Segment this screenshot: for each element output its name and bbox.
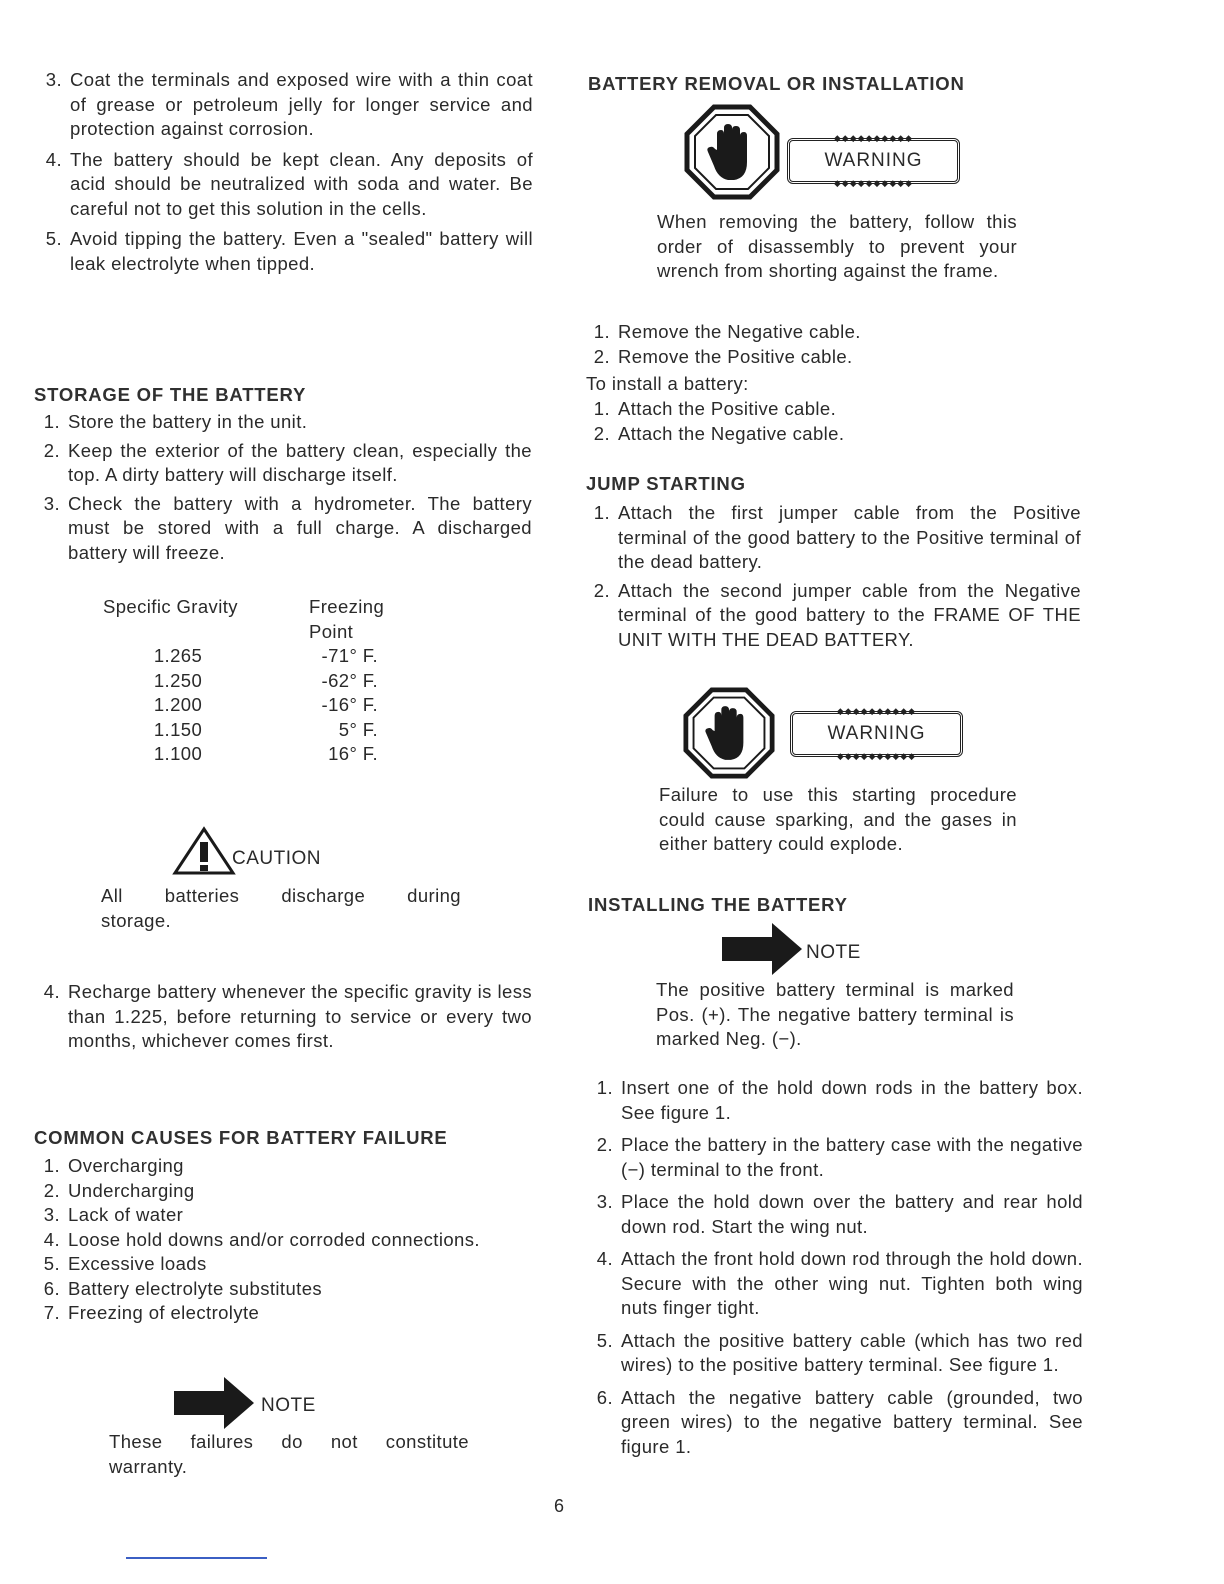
list-item: 3. Place the hold down over the battery and rear hold down rod. Start the wing nut. [596,1191,1083,1237]
list-item: 5. Attach the positive battery cable (which has two red wires) to the positive battery terminal. See figure 1. [596,1329,1083,1375]
table-cell: -16° F. [321,694,378,715]
gravity-table [103,595,433,767]
stop-hand-icon [684,104,780,200]
page-number: 6 [554,1496,565,1516]
causes-list [38,1154,532,1326]
list-item: 2. Undercharging [43,1179,195,1201]
causes-heading: COMMON CAUSES FOR BATTERY FAILURE [34,1127,448,1148]
table-cell: 1.100 [153,743,203,764]
storage-heading: STORAGE OF THE BATTERY [34,384,307,405]
install-list [588,397,988,446]
list-item: 2. Keep the exterior of the battery clean, especially the top. A dirty battery will discharge itself. [43,439,532,485]
list-item: 5. Excessive loads [43,1253,207,1274]
footer-rule [126,1557,267,1559]
table-cell: 1.150 [153,718,203,740]
table-cell: -71° F. [321,645,378,666]
list-item: 2. Remove the Positive cable. [593,345,853,367]
table-cell: 1.250 [153,669,203,691]
table-cell: 1.200 [153,694,203,715]
list-item: 4. The battery should be kept clean. Any deposits of acid should be neutralized with soda and water. Be careful not to get this solution in the cells. [45,148,533,219]
list-item: 4. Attach the front hold down rod through the hold down. Secure with the other wing nut. Tighten both wing nuts finger tight. [596,1248,1083,1318]
list-item: 1. Insert one of the hold down rods in the battery box. See figure 1. [596,1077,1083,1123]
list-item: 1. Attach the first jumper cable from the Positive terminal of the good battery to the Positive terminal of the dead battery. [593,502,1081,572]
warning-badge: ◆◆◆◆◆◆◆◆◆◆ WARNING ◆◆◆◆◆◆◆◆◆◆ [790,711,963,757]
warning-badge: ◆◆◆◆◆◆◆◆◆◆ WARNING ◆◆◆◆◆◆◆◆◆◆ [787,138,960,184]
removal-warning-text: When removing the battery, follow this order of disassembly to prevent your wrench from shorting against the frame. [657,211,1017,281]
note-label: NOTE [806,942,861,963]
removal-list [588,320,988,369]
list-item: 2. Attach the Negative cable. [593,422,845,444]
table-cell: 5° F. [338,718,378,740]
list-item: 3. Check the battery with a hydrometer. The battery must be stored with a full charge. A discharged battery will freeze. [43,492,532,563]
table-cell: 1.265 [153,645,203,666]
table-header: Freezing Point [309,596,385,642]
list-item: 3. Coat the terminals and exposed wire with a thin coat of grease or petroleum jelly for longer service and protection against corrosion. [45,69,533,139]
note-arrow-icon [722,921,804,977]
list-item: 2. Attach the second jumper cable from the Negative terminal of the good battery to the FRAME OF THE UNIT WITH THE DEAD BATTERY. [593,579,1081,650]
stop-hand-icon [683,685,775,781]
note-text: These failures do not constitute warranty. [109,1431,469,1477]
installing-note-text: The positive battery terminal is marked Pos. (+). The negative battery terminal is marked Neg. (−). [656,979,1014,1049]
jump-warning-text: Failure to use this starting procedure could cause sparking, and the gases in either battery could explode. [659,784,1017,854]
list-item: 1. Attach the Positive cable. [593,398,837,419]
caution-triangle-icon [172,826,236,876]
storage-list [38,410,532,565]
caution-text: All batteries discharge during storage. [101,885,461,931]
caution-label: CAUTION [232,848,321,869]
note-label: NOTE [261,1395,316,1416]
storage-item-4 [38,980,532,1054]
list-item: 2. Place the battery in the battery case with the negative (−) terminal to the front. [596,1134,1083,1180]
jump-list [588,501,1081,652]
removal-heading: BATTERY REMOVAL OR INSTALLATION [588,73,965,94]
jump-heading: JUMP STARTING [586,473,746,494]
list-item: 1. Remove the Negative cable. [593,321,861,342]
installing-heading: INSTALLING THE BATTERY [588,894,848,915]
list-item: 5. Avoid tipping the battery. Even a "sealed" battery will leak electrolyte when tipped. [45,228,533,274]
install-intro: To install a battery: [586,373,749,394]
list-item: 6. Battery electrolyte substitutes [43,1277,323,1299]
intro-list [40,68,533,276]
table-header: Specific Gravity [103,596,238,617]
list-item: 3. Lack of water [43,1204,184,1225]
table-cell: 16° F. [328,743,378,764]
installing-list [591,1076,1083,1459]
list-item: 4. Recharge battery whenever the specific gravity is less than 1.225, before returning to service or every two months, whichever comes first. [43,981,532,1051]
list-item: 7. Freezing of electrolyte [43,1302,260,1323]
table-cell: -62° F. [321,669,378,691]
list-item: 4. Loose hold downs and/or corroded connections. [43,1228,480,1250]
list-item: 1. Overcharging [43,1155,184,1176]
note-arrow-icon [174,1375,256,1431]
list-item: 1. Store the battery in the unit. [43,411,308,432]
list-item: 6. Attach the negative battery cable (grounded, two green wires) to the negative battery terminal. See figure 1. [596,1386,1083,1457]
